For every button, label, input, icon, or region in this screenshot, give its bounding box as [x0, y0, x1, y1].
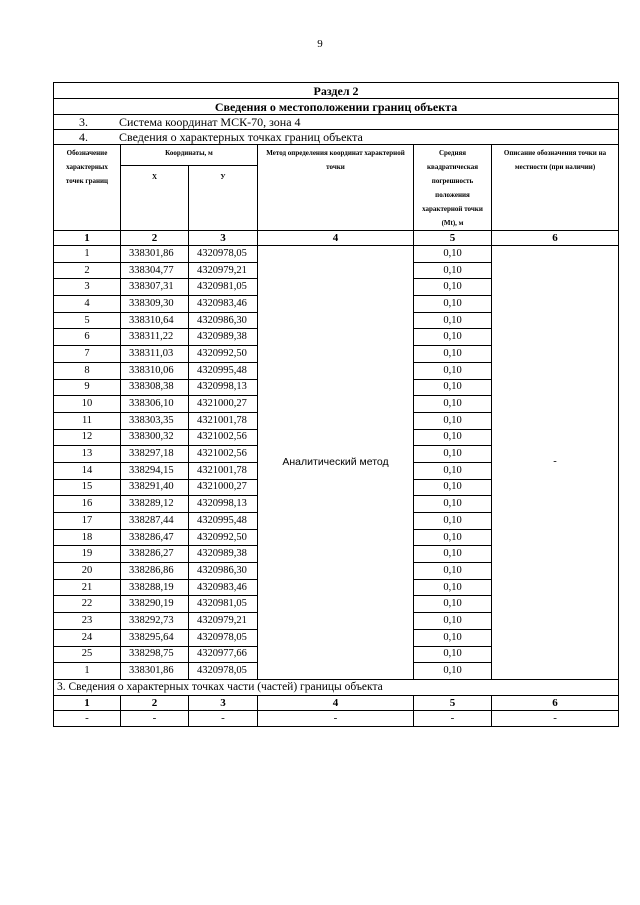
coord-y: 4320992,50 — [189, 346, 258, 363]
mean-error: 0,10 — [414, 579, 492, 596]
point-number: 18 — [54, 529, 121, 546]
mean-error: 0,10 — [414, 663, 492, 680]
section3-value: - — [54, 710, 121, 726]
coord-x: 338292,73 — [121, 613, 189, 630]
column-number: 4 — [258, 695, 414, 710]
mean-error: 0,10 — [414, 362, 492, 379]
coord-y: 4320983,46 — [189, 296, 258, 313]
mean-error: 0,10 — [414, 629, 492, 646]
column-number: 3 — [189, 231, 258, 246]
point-number: 8 — [54, 362, 121, 379]
coord-x: 338303,35 — [121, 412, 189, 429]
point-number: 22 — [54, 596, 121, 613]
mean-error: 0,10 — [414, 496, 492, 513]
column-number: 3 — [189, 695, 258, 710]
coordinate-system-line — [54, 115, 619, 130]
point-number: 13 — [54, 446, 121, 463]
coord-x: 338289,12 — [121, 496, 189, 513]
mean-error: 0,10 — [414, 279, 492, 296]
column-number: 1 — [54, 695, 121, 710]
item-text: Система координат МСК-70, зона 4 — [119, 115, 301, 129]
coord-y: 4320978,05 — [189, 629, 258, 646]
coord-y: 4320981,05 — [189, 279, 258, 296]
description-cell: - — [492, 246, 619, 680]
column-number: 6 — [492, 695, 619, 710]
coord-x: 338286,27 — [121, 546, 189, 563]
point-number: 14 — [54, 462, 121, 479]
item-text: Сведения о характерных точках границ объекта — [119, 130, 363, 144]
mean-error: 0,10 — [414, 596, 492, 613]
coord-x: 338308,38 — [121, 379, 189, 396]
coord-x: 338290,19 — [121, 596, 189, 613]
header-method: Метод определения координат характерной точки — [258, 145, 414, 231]
page-number: 9 — [317, 38, 323, 50]
mean-error: 0,10 — [414, 312, 492, 329]
point-number: 6 — [54, 329, 121, 346]
mean-error: 0,10 — [414, 329, 492, 346]
column-number: 4 — [258, 231, 414, 246]
coord-y: 4320983,46 — [189, 579, 258, 596]
mean-error: 0,10 — [414, 646, 492, 663]
coord-y: 4321000,27 — [189, 479, 258, 496]
coord-x: 338301,86 — [121, 663, 189, 680]
coord-x: 338288,19 — [121, 579, 189, 596]
coord-y: 4320998,13 — [189, 496, 258, 513]
point-number: 7 — [54, 346, 121, 363]
coord-y: 4320977,66 — [189, 646, 258, 663]
mean-error: 0,10 — [414, 529, 492, 546]
point-number: 23 — [54, 613, 121, 630]
section3-value: - — [414, 710, 492, 726]
item-number: 3. — [79, 115, 88, 129]
mean-error: 0,10 — [414, 396, 492, 413]
point-number: 1 — [54, 246, 121, 263]
coord-y: 4321001,78 — [189, 412, 258, 429]
point-number: 11 — [54, 412, 121, 429]
column-number: 5 — [414, 231, 492, 246]
table-row — [54, 246, 619, 263]
point-number: 21 — [54, 579, 121, 596]
coord-x: 338310,64 — [121, 312, 189, 329]
mean-error: 0,10 — [414, 462, 492, 479]
section3-value: - — [258, 710, 414, 726]
mean-error: 0,10 — [414, 563, 492, 580]
method-cell: Аналитический метод — [258, 246, 414, 680]
coord-y: 4320979,21 — [189, 262, 258, 279]
coord-x: 338304,77 — [121, 262, 189, 279]
point-number: 19 — [54, 546, 121, 563]
point-number: 24 — [54, 629, 121, 646]
coord-y: 4320979,21 — [189, 613, 258, 630]
coord-x: 338286,86 — [121, 563, 189, 580]
section3-value: - — [492, 710, 619, 726]
header-description: Описание обозначения точки на местности (при наличии) — [492, 145, 619, 231]
point-number: 10 — [54, 396, 121, 413]
coord-y: 4320992,50 — [189, 529, 258, 546]
mean-error: 0,10 — [414, 379, 492, 396]
coord-y: 4321002,56 — [189, 429, 258, 446]
coord-x: 338300,32 — [121, 429, 189, 446]
point-number: 17 — [54, 513, 121, 530]
coord-y: 4320978,05 — [189, 246, 258, 263]
section3-values-row — [54, 710, 619, 726]
mean-error: 0,10 — [414, 446, 492, 463]
section3-title: 3. Сведения о характерных точках части (частей) границы объекта — [54, 679, 619, 695]
header-mean-error: Средняя квадратическая погрешность положения характерной точки (Mt), м — [414, 145, 492, 231]
point-number: 1 — [54, 663, 121, 680]
column-number: 1 — [54, 231, 121, 246]
point-number: 15 — [54, 479, 121, 496]
coord-x: 338291,40 — [121, 479, 189, 496]
mean-error: 0,10 — [414, 479, 492, 496]
section3-value: - — [189, 710, 258, 726]
point-number: 12 — [54, 429, 121, 446]
point-number: 25 — [54, 646, 121, 663]
column-number: 6 — [492, 231, 619, 246]
point-number: 20 — [54, 563, 121, 580]
coord-y: 4321000,27 — [189, 396, 258, 413]
coord-x: 338294,15 — [121, 462, 189, 479]
item-number: 4. — [79, 130, 88, 144]
coord-y: 4320989,38 — [189, 329, 258, 346]
mean-error: 0,10 — [414, 613, 492, 630]
coord-x: 338287,44 — [121, 513, 189, 530]
mean-error: 0,10 — [414, 346, 492, 363]
coord-x: 338298,75 — [121, 646, 189, 663]
boundary-table — [53, 82, 619, 727]
section3-value: - — [121, 710, 189, 726]
coord-x: 338306,10 — [121, 396, 189, 413]
coord-y: 4320995,48 — [189, 362, 258, 379]
coord-y: 4320998,13 — [189, 379, 258, 396]
mean-error: 0,10 — [414, 262, 492, 279]
point-number: 9 — [54, 379, 121, 396]
column-numbers-row — [54, 231, 619, 246]
section3-column-numbers-row — [54, 695, 619, 710]
mean-error: 0,10 — [414, 296, 492, 313]
point-number: 4 — [54, 296, 121, 313]
coord-y: 4320978,05 — [189, 663, 258, 680]
column-number: 2 — [121, 695, 189, 710]
mean-error: 0,10 — [414, 546, 492, 563]
header-y: У — [189, 165, 258, 230]
coord-y: 4321002,56 — [189, 446, 258, 463]
coord-x: 338310,06 — [121, 362, 189, 379]
column-number: 5 — [414, 695, 492, 710]
mean-error: 0,10 — [414, 429, 492, 446]
points-info-line — [54, 130, 619, 145]
header-x: X — [121, 165, 189, 230]
section-subtitle: Сведения о местоположении границ объекта — [54, 99, 619, 115]
coord-x: 338311,03 — [121, 346, 189, 363]
mean-error: 0,10 — [414, 412, 492, 429]
coord-y: 4320986,30 — [189, 563, 258, 580]
header-coordinates: Координаты, м — [121, 145, 258, 166]
coord-y: 4320986,30 — [189, 312, 258, 329]
coord-x: 338295,64 — [121, 629, 189, 646]
section-title: Раздел 2 — [54, 83, 619, 99]
coord-y: 4320995,48 — [189, 513, 258, 530]
coord-x: 338309,30 — [121, 296, 189, 313]
coord-y: 4321001,78 — [189, 462, 258, 479]
point-number: 2 — [54, 262, 121, 279]
coord-x: 338286,47 — [121, 529, 189, 546]
point-number: 3 — [54, 279, 121, 296]
header-point-designation: Обозначение характерных точек границ — [54, 145, 121, 231]
coord-y: 4320989,38 — [189, 546, 258, 563]
mean-error: 0,10 — [414, 246, 492, 263]
point-number: 16 — [54, 496, 121, 513]
coord-y: 4320981,05 — [189, 596, 258, 613]
point-number: 5 — [54, 312, 121, 329]
column-number: 2 — [121, 231, 189, 246]
mean-error: 0,10 — [414, 513, 492, 530]
coord-x: 338307,31 — [121, 279, 189, 296]
coord-x: 338301,86 — [121, 246, 189, 263]
coord-x: 338311,22 — [121, 329, 189, 346]
coord-x: 338297,18 — [121, 446, 189, 463]
